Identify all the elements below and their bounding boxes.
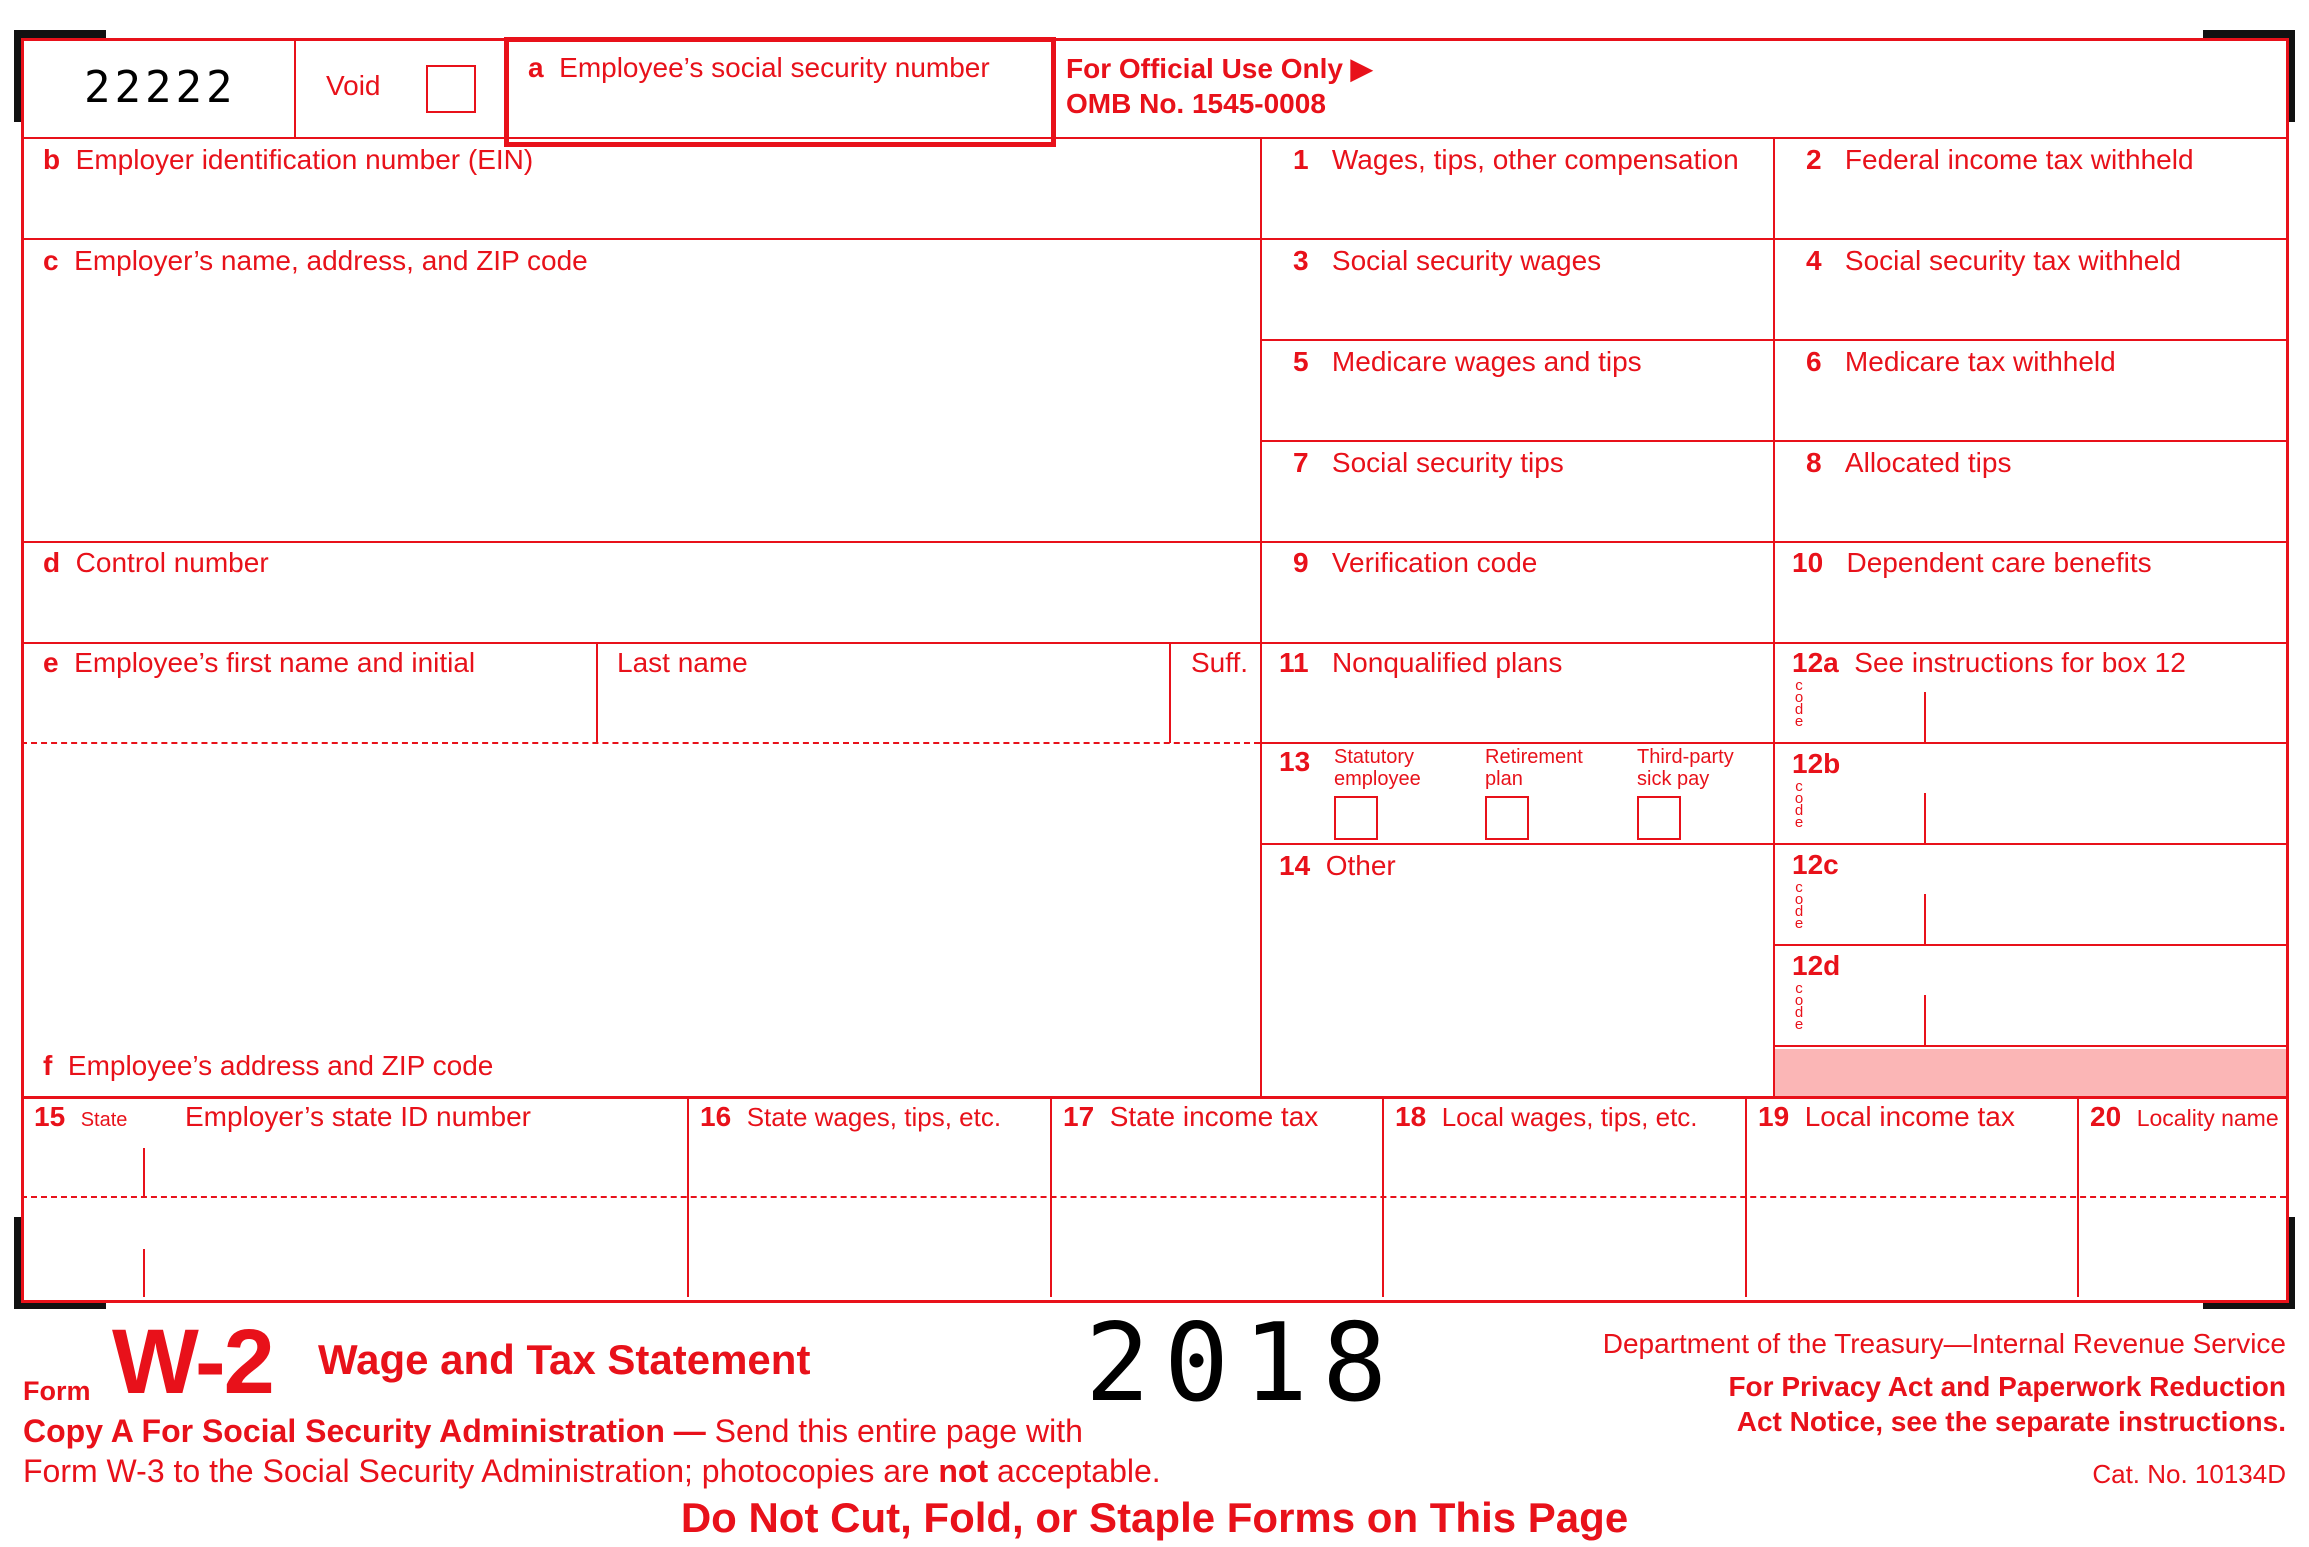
- box-a-label: [528, 54, 990, 82]
- hline-row-b: [21, 238, 2286, 240]
- box-2-text: Federal income tax withheld: [1844, 144, 2194, 175]
- box-20-label: [2090, 1103, 2279, 1131]
- void-label: Void: [326, 70, 381, 101]
- box-11-label: [1279, 649, 1562, 677]
- box-8-label: [1806, 449, 2011, 477]
- code-label-12a: c o d e: [1794, 677, 1804, 730]
- box-20-text: Locality name: [2136, 1105, 2279, 1131]
- form-name: W-2: [112, 1311, 273, 1413]
- copy-a-rest: Send this entire page with: [705, 1413, 1083, 1449]
- box-15-num: 15: [34, 1101, 66, 1132]
- privacy-notice-1: For Privacy Act and Paperwork Reduction: [1728, 1371, 2286, 1402]
- box-14-label: [1279, 852, 1396, 880]
- box-f-text: Employee’s address and ZIP code: [67, 1050, 494, 1081]
- hline-header: [21, 137, 2286, 139]
- code-label-12c: c o d e: [1794, 879, 1804, 932]
- box-8-text: Allocated tips: [1844, 447, 2012, 478]
- box-d-letter: d: [43, 547, 61, 578]
- hline-row-d: [21, 642, 2286, 644]
- box-19-num: 19: [1758, 1101, 1790, 1132]
- box-17-label: [1063, 1103, 1318, 1131]
- box-6-text: Medicare tax withheld: [1844, 346, 2116, 377]
- box-b-text: Employer identification number (EIN): [75, 144, 534, 175]
- box-7-label: [1293, 449, 1564, 477]
- form-code: 22222: [84, 62, 237, 113]
- box-6-num: 6: [1806, 346, 1822, 377]
- omb-number: OMB No. 1545-0008: [1066, 88, 1326, 119]
- copy-a-l2-pre: Form W-3 to the Social Security Administration; photocopies are: [23, 1453, 939, 1489]
- box-a-letter: a: [528, 52, 544, 83]
- state-row-2-id[interactable]: [145, 1199, 687, 1297]
- box-11-text: Nonqualified plans: [1331, 647, 1563, 678]
- box-12a-amount-field[interactable]: [1926, 690, 2286, 742]
- state-row-1-wages[interactable]: [689, 1140, 1050, 1196]
- last-name-label: Last name: [617, 647, 748, 678]
- box-13-thirdparty-label: [1637, 746, 1734, 790]
- dept-treasury: Department of the Treasury—Internal Revenue Service: [1602, 1328, 2286, 1359]
- form-word: Form: [23, 1376, 91, 1406]
- box-e-letter: e: [43, 647, 59, 678]
- box-13-num: 13: [1279, 746, 1311, 777]
- form-title: Wage and Tax Statement: [318, 1336, 811, 1383]
- state-row-1-locality[interactable]: [2079, 1140, 2286, 1196]
- box-12b-num: 12b: [1792, 748, 1841, 779]
- box-20-num: 20: [2090, 1101, 2122, 1132]
- box-12c-code-field[interactable]: [1806, 892, 1924, 944]
- box-7-num: 7: [1293, 447, 1309, 478]
- state-row-2-wages[interactable]: [689, 1199, 1050, 1297]
- box-14-other[interactable]: [1263, 846, 1773, 1096]
- state-row-1-local-wages[interactable]: [1384, 1140, 1745, 1196]
- code-label-12d: c o d e: [1794, 980, 1804, 1033]
- retirement-plan-checkbox[interactable]: [1485, 796, 1529, 840]
- box-9-text: Verification code: [1331, 547, 1538, 578]
- box-c-label: [43, 247, 588, 275]
- box-18-label: [1395, 1103, 1698, 1131]
- box-c-text: Employer’s name, address, and ZIP code: [74, 245, 588, 276]
- box-17-text: State income tax: [1109, 1101, 1319, 1132]
- void-checkbox[interactable]: [426, 65, 476, 113]
- box-a-text: Employee’s social security number: [559, 52, 990, 83]
- thirdparty-sickpay-checkbox[interactable]: [1637, 796, 1681, 840]
- copy-a-line-1: [23, 1415, 1083, 1447]
- thirdparty-line-1: Third-party: [1637, 746, 1734, 768]
- box-19-text: Local income tax: [1804, 1101, 2015, 1132]
- box-d-text: Control number: [75, 547, 269, 578]
- hline-row-c: [21, 541, 2286, 543]
- state-row-1-tax[interactable]: [1052, 1140, 1382, 1196]
- statutory-line-2: employee: [1334, 768, 1421, 790]
- state-row-2-local-tax[interactable]: [1747, 1199, 2077, 1297]
- box-e-text: Employee’s first name and initial: [74, 647, 476, 678]
- hline-12d: [1774, 1045, 2286, 1047]
- corner-mark-tl-h: [14, 30, 106, 38]
- box-10-num: 10: [1792, 547, 1824, 578]
- box-9-num: 9: [1293, 547, 1309, 578]
- box-1-label: [1293, 146, 1739, 174]
- state-row-1-state[interactable]: [24, 1140, 143, 1196]
- box-15-label: [34, 1103, 127, 1131]
- box-4-num: 4: [1806, 245, 1822, 276]
- box-18-num: 18: [1395, 1101, 1427, 1132]
- box-12c-amount-field[interactable]: [1926, 892, 2286, 944]
- vline-right: [1773, 137, 1775, 1098]
- box-18-text: Local wages, tips, etc.: [1441, 1102, 1698, 1132]
- box-12a-text: See instructions for box 12: [1854, 647, 2186, 678]
- box-1-text: Wages, tips, other compensation: [1331, 144, 1739, 175]
- corner-mark-tr-h: [2203, 30, 2295, 38]
- copy-a-line-2: [23, 1455, 1161, 1487]
- privacy-notice-2: Act Notice, see the separate instructions.: [1736, 1406, 2286, 1437]
- box-2-num: 2: [1806, 144, 1822, 175]
- retirement-line-1: Retirement: [1485, 746, 1583, 768]
- box-2-label: [1806, 146, 2194, 174]
- vline-mid: [1260, 137, 1262, 1098]
- box-4-label: [1806, 247, 2181, 275]
- hline-12c: [1774, 944, 2286, 946]
- box-6-label: [1806, 348, 2116, 376]
- box-c-letter: c: [43, 245, 59, 276]
- state-row-1-local-tax[interactable]: [1747, 1140, 2077, 1196]
- box-5-label: [1293, 348, 1642, 376]
- box-15-state: State: [80, 1109, 128, 1131]
- state-row-2-tax[interactable]: [1052, 1199, 1382, 1297]
- box-13-statutory-label: [1334, 746, 1421, 790]
- box-12d-num: 12d: [1792, 950, 1841, 981]
- box-16-text: State wages, tips, etc.: [746, 1102, 1002, 1132]
- dashline-row-e: [21, 742, 1260, 744]
- dashline-state: [21, 1196, 2286, 1198]
- state-row-2-state[interactable]: [24, 1199, 143, 1297]
- box-b-letter: b: [43, 144, 61, 175]
- box-5-text: Medicare wages and tips: [1331, 346, 1642, 377]
- box-3-label: [1293, 247, 1601, 275]
- box-12d-amount-field[interactable]: [1926, 993, 2286, 1045]
- copy-a-l2-post: acceptable.: [988, 1453, 1161, 1489]
- box-16-num: 16: [700, 1101, 732, 1132]
- box-e-label: [43, 649, 475, 677]
- copy-a-bold: Copy A For Social Security Administration —: [23, 1413, 706, 1449]
- state-row-2-local-wages[interactable]: [1384, 1199, 1745, 1297]
- state-row-2-locality[interactable]: [2079, 1199, 2286, 1297]
- box-b-label: [43, 146, 533, 174]
- box-11-num: 11: [1279, 647, 1309, 678]
- box-f-address[interactable]: [24, 745, 1260, 1096]
- tax-year: 2018: [1085, 1301, 1402, 1426]
- box-5-num: 5: [1293, 346, 1309, 377]
- box-9-label: [1293, 549, 1537, 577]
- box-3-text: Social security wages: [1331, 245, 1602, 276]
- box-12a-label: [1792, 649, 2186, 677]
- box-f-letter: f: [43, 1050, 53, 1081]
- state-row-1-id[interactable]: [145, 1140, 687, 1196]
- box-4-text: Social security tax withheld: [1844, 245, 2182, 276]
- statutory-employee-checkbox[interactable]: [1334, 796, 1378, 840]
- retirement-line-2: plan: [1485, 768, 1523, 790]
- box-12c-num: 12c: [1792, 849, 1839, 880]
- shaded-cell: [1774, 1049, 2286, 1097]
- box-8-num: 8: [1806, 447, 1822, 478]
- statutory-line-1: Statutory: [1334, 746, 1415, 768]
- code-label-12b: c o d e: [1794, 778, 1804, 831]
- box-12a-code-field[interactable]: [1806, 690, 1924, 742]
- box-c-employer-name[interactable]: [24, 241, 1260, 541]
- official-use: For Official Use Only ▶: [1066, 53, 1373, 84]
- box-7-text: Social security tips: [1331, 447, 1564, 478]
- box-14-text: Other: [1325, 850, 1396, 881]
- box-14-num: 14: [1279, 850, 1311, 881]
- suffix-label: Suff.: [1191, 647, 1249, 678]
- box-13-retirement-label: [1485, 746, 1583, 790]
- thirdparty-line-2: sick pay: [1637, 768, 1710, 790]
- box-f-label: [43, 1052, 493, 1080]
- box-10-label: [1792, 549, 2152, 577]
- box-12d-code-field[interactable]: [1806, 993, 1924, 1045]
- hline-row-f: [21, 1096, 2286, 1099]
- box-12b-amount-field[interactable]: [1926, 791, 2286, 843]
- box-17-num: 17: [1063, 1101, 1095, 1132]
- box-10-text: Dependent care benefits: [1846, 547, 2152, 578]
- vline-header-1: [294, 38, 296, 139]
- copy-a-l2-not: not: [938, 1453, 989, 1489]
- box-15-id-label: Employer’s state ID number: [185, 1101, 531, 1132]
- box-1-num: 1: [1293, 144, 1309, 175]
- box-12b-code-field[interactable]: [1806, 791, 1924, 843]
- box-19-label: [1758, 1103, 2015, 1131]
- do-not-cut-notice: Do Not Cut, Fold, or Staple Forms on This Page: [680, 1494, 1629, 1541]
- box-d-label: [43, 549, 269, 577]
- box-3-num: 3: [1293, 245, 1309, 276]
- box-12a-num: 12a: [1792, 647, 1839, 678]
- box-16-label: [700, 1103, 1001, 1131]
- catalog-number: Cat. No. 10134D: [2092, 1459, 2286, 1489]
